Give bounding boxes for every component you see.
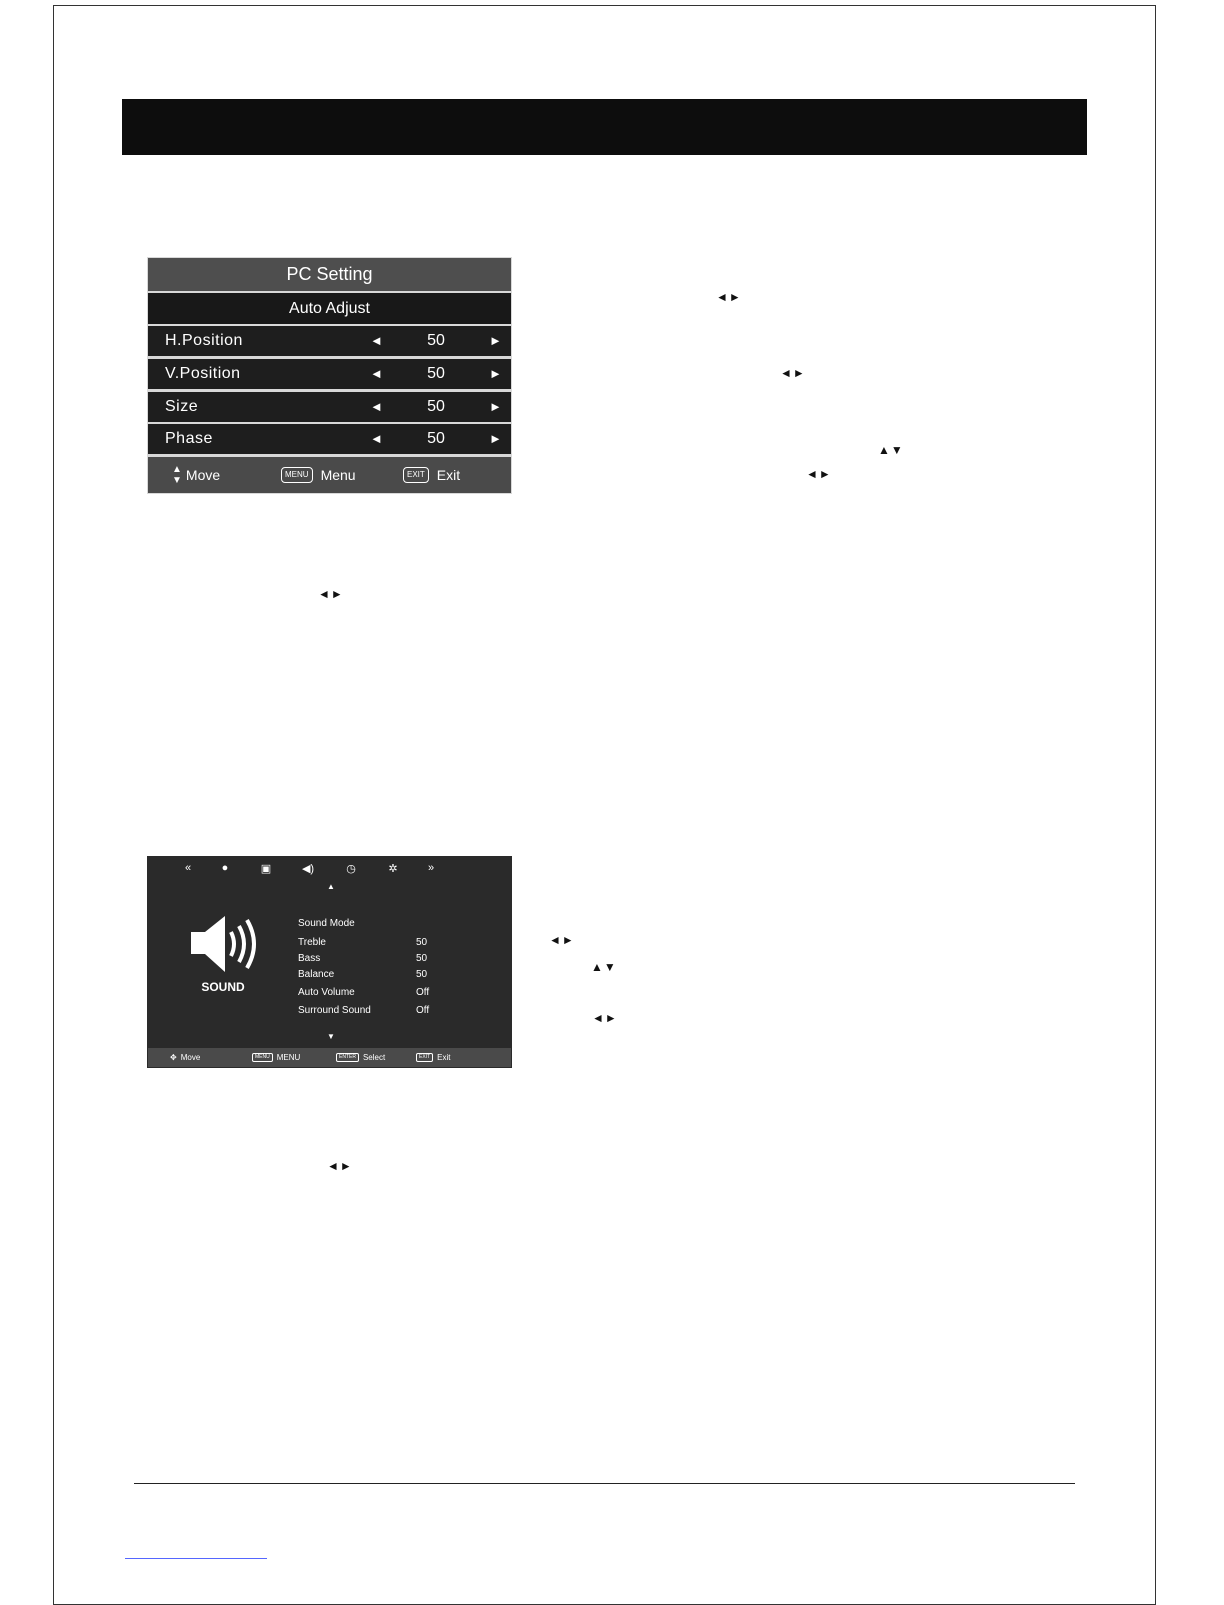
up-down-icon: ▲▼ [591, 960, 617, 974]
screen-icon[interactable]: ▣ [260, 863, 272, 875]
sound-menu-footer [148, 1048, 511, 1067]
speaker-icon [189, 908, 261, 980]
up-down-icon: ▲ ▼ [172, 464, 182, 486]
left-right-icon: ◄► [327, 1159, 353, 1173]
arrow-left-icon[interactable]: ◄ [370, 366, 383, 381]
move-hint [170, 1048, 200, 1067]
move-hint [172, 457, 220, 493]
exit-hint [403, 457, 460, 493]
up-down-icon: ▲▼ [878, 443, 904, 457]
left-right-icon: ◄► [806, 467, 832, 481]
sound-mode-item[interactable] [298, 917, 355, 931]
arrow-right-icon[interactable]: ► [489, 366, 502, 381]
item-label: Bass [298, 953, 321, 964]
item-label: V.Position [165, 365, 241, 382]
arrow-left-icon[interactable]: ◄ [370, 431, 383, 446]
exit-label: Exit [436, 467, 461, 483]
select-label: Select [362, 1053, 386, 1062]
item-value: 50 [416, 953, 428, 964]
left-right-icon: ◄► [716, 290, 742, 304]
page-frame [53, 5, 1156, 1605]
surround-sound-item[interactable] [298, 1004, 430, 1018]
move-label: Move [185, 467, 221, 483]
item-value: 50 [416, 937, 428, 948]
menu-label: MENU [276, 1053, 301, 1062]
item-value: 50 [427, 365, 445, 382]
item-value: 50 [427, 430, 445, 447]
move-label: Move [180, 1053, 201, 1062]
bass-item[interactable] [298, 952, 428, 966]
item-value: Off [416, 987, 430, 998]
item-value: 50 [427, 332, 445, 349]
auto-adjust-item[interactable]: Auto Adjust [148, 293, 511, 324]
arrow-left-icon[interactable]: ◄ [370, 399, 383, 414]
arrow-right-icon[interactable]: ► [489, 333, 502, 348]
enter-key-icon: ENTER [336, 1053, 359, 1062]
gear-icon[interactable]: ✲ [388, 863, 398, 875]
menu-key-icon: MENU [252, 1053, 273, 1062]
footer-rule [134, 1483, 1075, 1484]
menu-key-icon: MENU [281, 467, 313, 483]
picture-icon[interactable]: ● [221, 862, 229, 874]
menu-hint [281, 457, 356, 493]
item-label: Size [165, 398, 199, 415]
item-value: 50 [427, 398, 445, 415]
exit-key-icon: EXIT [403, 467, 429, 483]
scroll-down-icon[interactable]: ▼ [327, 1032, 335, 1041]
treble-item[interactable] [298, 936, 428, 950]
size-item[interactable] [148, 392, 511, 422]
scroll-up-icon[interactable]: ▲ [327, 882, 335, 891]
left-right-icon: ◄► [549, 933, 575, 947]
phase-item[interactable] [148, 424, 511, 454]
clock-icon[interactable]: ◷ [346, 863, 356, 875]
menu-label: Menu [320, 467, 356, 483]
item-label: Balance [298, 969, 335, 980]
sound-caption: SOUND [201, 980, 245, 994]
item-value: Off [416, 1005, 430, 1016]
header-band [122, 99, 1087, 155]
auto-volume-item[interactable] [298, 986, 430, 1000]
item-value: 50 [416, 969, 428, 980]
exit-hint [416, 1048, 450, 1067]
pc-setting-menu [147, 257, 512, 494]
item-label: Auto Volume [298, 987, 355, 998]
arrow-right-icon[interactable]: ► [489, 399, 502, 414]
left-right-icon: ◄► [592, 1011, 618, 1025]
exit-key-icon: EXIT [416, 1053, 433, 1062]
chevron-right-icon[interactable]: » [427, 862, 435, 874]
item-label: Phase [165, 430, 213, 447]
left-right-icon: ◄► [318, 587, 344, 601]
item-label: Sound Mode [298, 918, 355, 929]
pc-setting-footer [148, 457, 511, 493]
exit-label: Exit [437, 1053, 451, 1062]
balance-item[interactable] [298, 968, 428, 982]
item-label: H.Position [165, 332, 243, 349]
select-hint [336, 1048, 385, 1067]
arrow-right-icon[interactable]: ► [489, 431, 502, 446]
sound-menu [147, 856, 512, 1068]
move-icon: ✥ [170, 1053, 177, 1062]
menu-hint [252, 1048, 300, 1067]
menu-tabs [147, 862, 512, 882]
speaker-icon[interactable]: ◀) [301, 863, 315, 875]
item-label: Surround Sound [298, 1005, 371, 1016]
item-label: Treble [298, 937, 326, 948]
v-position-item[interactable] [148, 359, 511, 389]
chevron-left-icon[interactable]: « [184, 862, 192, 874]
h-position-item[interactable] [148, 326, 511, 356]
link-underline[interactable] [125, 1558, 267, 1559]
left-right-icon: ◄► [780, 366, 806, 380]
arrow-left-icon[interactable]: ◄ [370, 333, 383, 348]
pc-setting-title: PC Setting [148, 258, 511, 291]
